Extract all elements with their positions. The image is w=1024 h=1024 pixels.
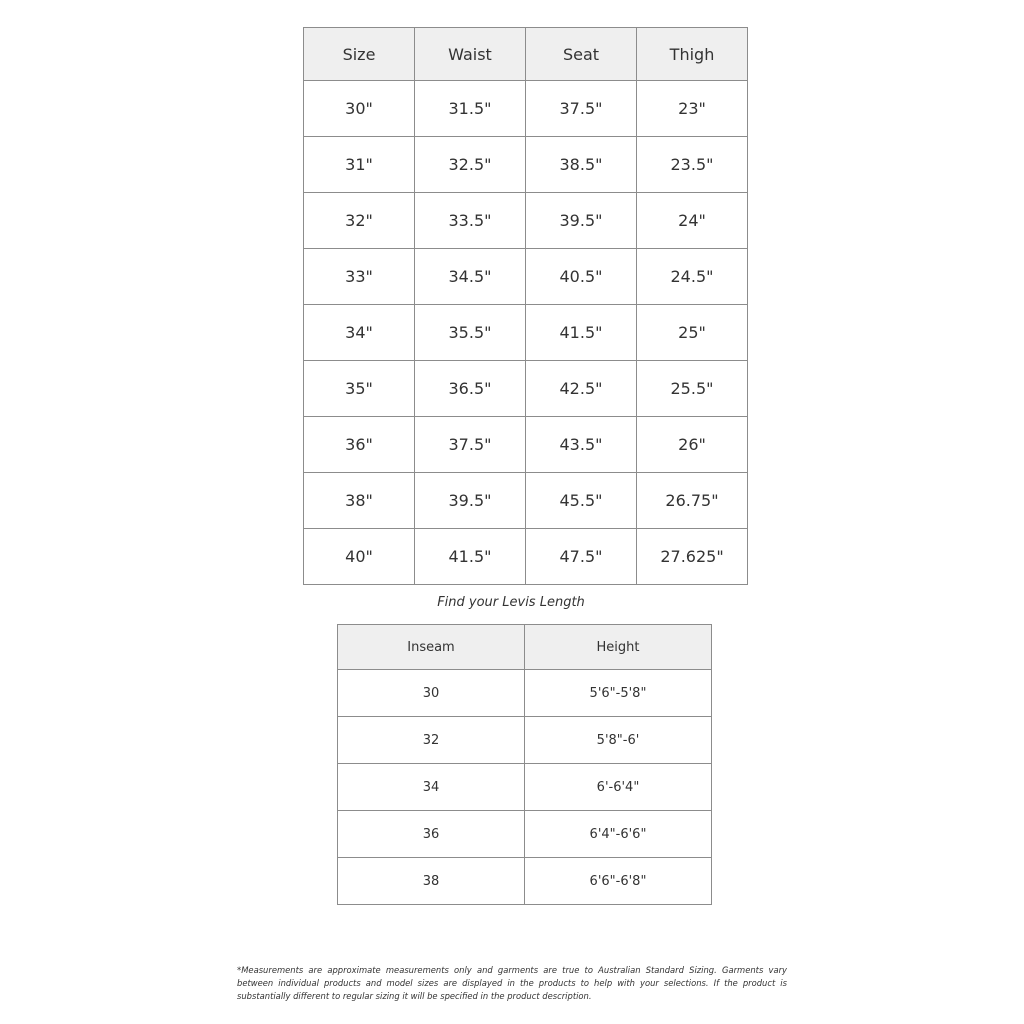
- table-row: [304, 249, 748, 305]
- table-row: [304, 361, 748, 417]
- waist-cell: 31.5": [415, 81, 526, 137]
- table-row: [338, 717, 712, 764]
- column-header-size: Size: [304, 28, 415, 81]
- waist-cell: 36.5": [415, 361, 526, 417]
- waist-cell: 34.5": [415, 249, 526, 305]
- seat-cell: 40.5": [526, 249, 637, 305]
- thigh-cell: 26.75": [637, 473, 748, 529]
- length-chart-table: [337, 624, 712, 905]
- seat-cell: 42.5": [526, 361, 637, 417]
- waist-cell: 37.5": [415, 417, 526, 473]
- size-cell: 38": [304, 473, 415, 529]
- table-row: [304, 473, 748, 529]
- inseam-cell: 36: [338, 811, 525, 858]
- table-row: [338, 764, 712, 811]
- inseam-cell: 34: [338, 764, 525, 811]
- table-row: [304, 193, 748, 249]
- thigh-cell: 26": [637, 417, 748, 473]
- thigh-cell: 24": [637, 193, 748, 249]
- size-cell: 31": [304, 137, 415, 193]
- seat-cell: 43.5": [526, 417, 637, 473]
- waist-cell: 39.5": [415, 473, 526, 529]
- size-chart-header-row: [304, 28, 748, 81]
- size-cell: 40": [304, 529, 415, 585]
- height-cell: 5'8"-6': [525, 717, 712, 764]
- height-cell: 6'4"-6'6": [525, 811, 712, 858]
- size-cell: 30": [304, 81, 415, 137]
- seat-cell: 39.5": [526, 193, 637, 249]
- waist-cell: 41.5": [415, 529, 526, 585]
- waist-cell: 35.5": [415, 305, 526, 361]
- table-row: [304, 305, 748, 361]
- seat-cell: 47.5": [526, 529, 637, 585]
- column-header-thigh: Thigh: [637, 28, 748, 81]
- seat-cell: 38.5": [526, 137, 637, 193]
- measurements-disclaimer: *Measurements are approximate measurements only and garments are true to Australian Standard Sizing. Garments vary between individual products and model sizes are displayed in the products to help with your selections. If the product is substantially different to regular sizing it will be specified in the product description.: [237, 965, 787, 1001]
- seat-cell: 45.5": [526, 473, 637, 529]
- seat-cell: 41.5": [526, 305, 637, 361]
- size-cell: 33": [304, 249, 415, 305]
- table-row: [304, 81, 748, 137]
- height-cell: 6'-6'4": [525, 764, 712, 811]
- height-cell: 6'6"-6'8": [525, 858, 712, 905]
- table-row: [338, 670, 712, 717]
- height-cell: 5'6"-5'8": [525, 670, 712, 717]
- inseam-cell: 30: [338, 670, 525, 717]
- thigh-cell: 23": [637, 81, 748, 137]
- column-header-waist: Waist: [415, 28, 526, 81]
- size-cell: 34": [304, 305, 415, 361]
- seat-cell: 37.5": [526, 81, 637, 137]
- size-chart-table: [303, 27, 748, 585]
- column-header-inseam: Inseam: [338, 625, 525, 670]
- thigh-cell: 25.5": [637, 361, 748, 417]
- inseam-cell: 32: [338, 717, 525, 764]
- table-row: [338, 858, 712, 905]
- column-header-seat: Seat: [526, 28, 637, 81]
- waist-cell: 32.5": [415, 137, 526, 193]
- table-row: [338, 811, 712, 858]
- length-table-caption: Find your Levis Length: [437, 595, 585, 610]
- thigh-cell: 25": [637, 305, 748, 361]
- size-cell: 35": [304, 361, 415, 417]
- thigh-cell: 24.5": [637, 249, 748, 305]
- column-header-height: Height: [525, 625, 712, 670]
- table-row: [304, 137, 748, 193]
- size-cell: 36": [304, 417, 415, 473]
- size-cell: 32": [304, 193, 415, 249]
- waist-cell: 33.5": [415, 193, 526, 249]
- table-row: [304, 529, 748, 585]
- thigh-cell: 23.5": [637, 137, 748, 193]
- thigh-cell: 27.625": [637, 529, 748, 585]
- length-chart-header-row: [338, 625, 712, 670]
- table-row: [304, 417, 748, 473]
- inseam-cell: 38: [338, 858, 525, 905]
